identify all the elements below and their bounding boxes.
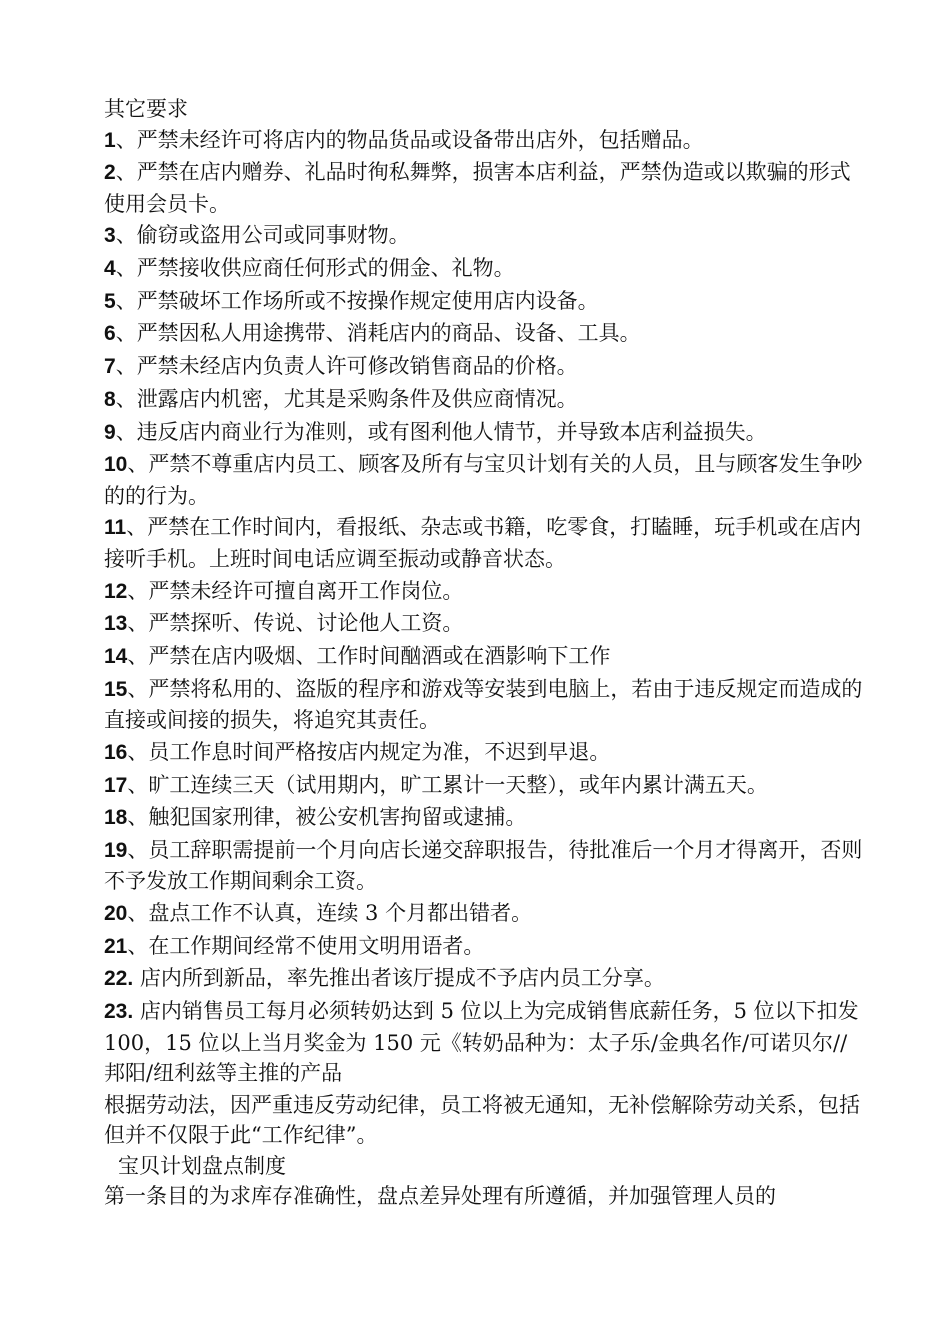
rule-number: 17 [104, 773, 128, 797]
rule-text: 旷工连续三天（试用期内，旷工累计一天整），或年内累计满五天。 [148, 772, 768, 797]
rule-text: 严禁不尊重店内员工、顾客及所有与宝贝计划有关的人员，且与顾客发生争吵的的行为。 [104, 452, 863, 508]
rule-separator: 、 [115, 223, 137, 248]
rule-item [104, 220, 864, 252]
rule-number: 20 [104, 902, 128, 926]
rule-number: 4 [104, 257, 116, 281]
rule-separator: 、 [126, 515, 148, 540]
rule-separator: 、 [127, 837, 149, 862]
rule-item [104, 253, 864, 285]
rule-separator: 、 [115, 354, 137, 379]
rule-separator: 、 [127, 933, 149, 958]
rule-item [104, 449, 864, 511]
rule-item [104, 157, 864, 219]
rule-number: 7 [104, 355, 116, 379]
rule-separator: 、 [127, 578, 149, 603]
rule-separator: 、 [115, 288, 137, 313]
rule-text: 偷窃或盗用公司或同事财物。 [136, 223, 410, 248]
rule-separator: 、 [115, 160, 137, 185]
article-paragraph: 第一条目的为求库存准确性，盘点差异处理有所遵循，并加强管理人员的 [104, 1184, 776, 1209]
rule-text: 严禁在店内赠券、礼品时徇私舞弊，损害本店利益，严禁伪造或以欺骗的形式使用会员卡。 [104, 160, 851, 216]
rule-number: 1 [104, 128, 116, 152]
rule-item [104, 674, 864, 736]
rule-number: 14 [104, 644, 128, 668]
rule-item [104, 608, 864, 640]
rule-item [104, 641, 864, 673]
rule-number: 16 [104, 740, 128, 764]
rule-separator [133, 999, 140, 1023]
rule-item [104, 770, 864, 802]
rule-text: 严禁探听、传说、讨论他人工资。 [148, 611, 464, 636]
rule-separator: 、 [127, 772, 149, 797]
rule-text: 店内销售员工每月必须转奶达到 5 位以上为完成销售底薪任务，5 位以下扣发 100，15 位以上当月奖金为 150 元《转奶品种为：太子乐/金典名作/可诺贝尔//邦阳/纽利兹等主推的产品 [104, 999, 859, 1086]
rule-item [104, 996, 864, 1089]
rule-item [104, 417, 864, 449]
rule-text: 员工辞职需提前一个月向店长递交辞职报告，待批准后一个月才得离开，否则不予发放工作期间剩余工资。 [104, 837, 863, 894]
rule-separator: 、 [115, 321, 137, 346]
rule-item [104, 125, 864, 157]
rule-number: 21 [104, 934, 128, 958]
rule-separator: 、 [127, 676, 149, 701]
document-page [104, 94, 864, 1212]
rule-number: 9 [104, 420, 116, 444]
rule-item [104, 931, 864, 963]
rule-text: 严禁未经许可将店内的物品货品或设备带出店外，包括赠品。 [136, 127, 704, 152]
rule-number: 10 [104, 453, 128, 477]
rule-number: 15 [104, 677, 128, 701]
rule-item [104, 898, 864, 930]
rule-text: 在工作期间经常不使用文明用语者。 [148, 933, 485, 958]
rule-item [104, 286, 864, 318]
rule-number: 13 [104, 612, 128, 636]
rule-separator: 、 [115, 127, 137, 152]
rule-text: 触犯国家刑律，被公安机害拘留或逮捕。 [148, 805, 527, 830]
rule-text: 店内所到新品，率先推出者该厅提成不予店内员工分享。 [139, 966, 665, 991]
rule-number: 6 [104, 322, 116, 346]
rule-item [104, 576, 864, 608]
rule-text: 严禁因私人用途携带、消耗店内的商品、设备、工具。 [136, 321, 641, 346]
rule-text: 员工作息时间严格按店内规定为准，不迟到早退。 [148, 739, 611, 764]
rule-item [104, 963, 864, 995]
rule-number: 22. [104, 967, 134, 991]
rule-number: 19 [104, 838, 128, 862]
rule-text: 严禁破坏工作场所或不按操作规定使用店内设备。 [136, 288, 599, 313]
rule-text: 严禁在工作时间内，看报纸、杂志或书籍，吃零食，打瞌睡，玩手机或在店内接听手机。上班时间电话应调至振动或静音状态。 [104, 515, 862, 571]
rule-item [104, 737, 864, 769]
subsection-title: 宝贝计划盘点制度 [118, 1153, 286, 1178]
rule-number: 18 [104, 806, 128, 830]
rule-text: 严禁未经店内负责人许可修改销售商品的价格。 [136, 354, 578, 379]
rule-item [104, 512, 864, 574]
closing-paragraph: 根据劳动法，因严重违反劳动纪律，员工将被无通知，无补偿解除劳动关系，包括但并不仅限于此“工作纪律”。 [104, 1092, 860, 1148]
rule-separator: 、 [127, 643, 149, 668]
rule-item [104, 351, 864, 383]
rule-item [104, 835, 864, 897]
rule-separator: 、 [127, 901, 149, 926]
rule-text: 严禁将私用的、盗版的程序和游戏等安装到电脑上，若由于违反规定而造成的直接或间接的损失，将追究其责任。 [104, 676, 863, 733]
section-title: 其它要求 [104, 97, 188, 121]
rule-text: 严禁接收供应商任何形式的佣金、礼物。 [136, 256, 515, 281]
rule-item [104, 802, 864, 834]
rule-separator: 、 [115, 256, 137, 281]
rule-separator: 、 [127, 739, 149, 764]
rule-number: 2 [104, 161, 116, 185]
rules-list [104, 125, 864, 1089]
rule-separator [133, 966, 140, 990]
rule-text: 违反店内商业行为准则，或有图利他人情节，并导致本店利益损失。 [136, 419, 767, 444]
rule-item [104, 384, 864, 416]
rule-text: 泄露店内机密，尤其是采购条件及供应商情况。 [136, 386, 578, 411]
rule-separator: 、 [127, 452, 149, 477]
rule-separator: 、 [115, 419, 137, 444]
rule-separator: 、 [127, 805, 149, 830]
rule-separator: 、 [115, 386, 137, 411]
rule-number: 8 [104, 387, 116, 411]
rule-text: 严禁在店内吸烟、工作时间酗酒或在酒影响下工作 [148, 643, 611, 668]
rule-item [104, 318, 864, 350]
rule-separator: 、 [127, 611, 149, 636]
rule-number: 12 [104, 579, 128, 603]
rule-number: 3 [104, 224, 116, 248]
rule-number: 23. [104, 1000, 134, 1024]
rule-text: 盘点工作不认真，连续 3 个月都出错者。 [148, 901, 533, 926]
rule-number: 5 [104, 289, 116, 313]
rule-text: 严禁未经许可擅自离开工作岗位。 [148, 578, 464, 603]
rule-number: 11 [104, 516, 127, 540]
